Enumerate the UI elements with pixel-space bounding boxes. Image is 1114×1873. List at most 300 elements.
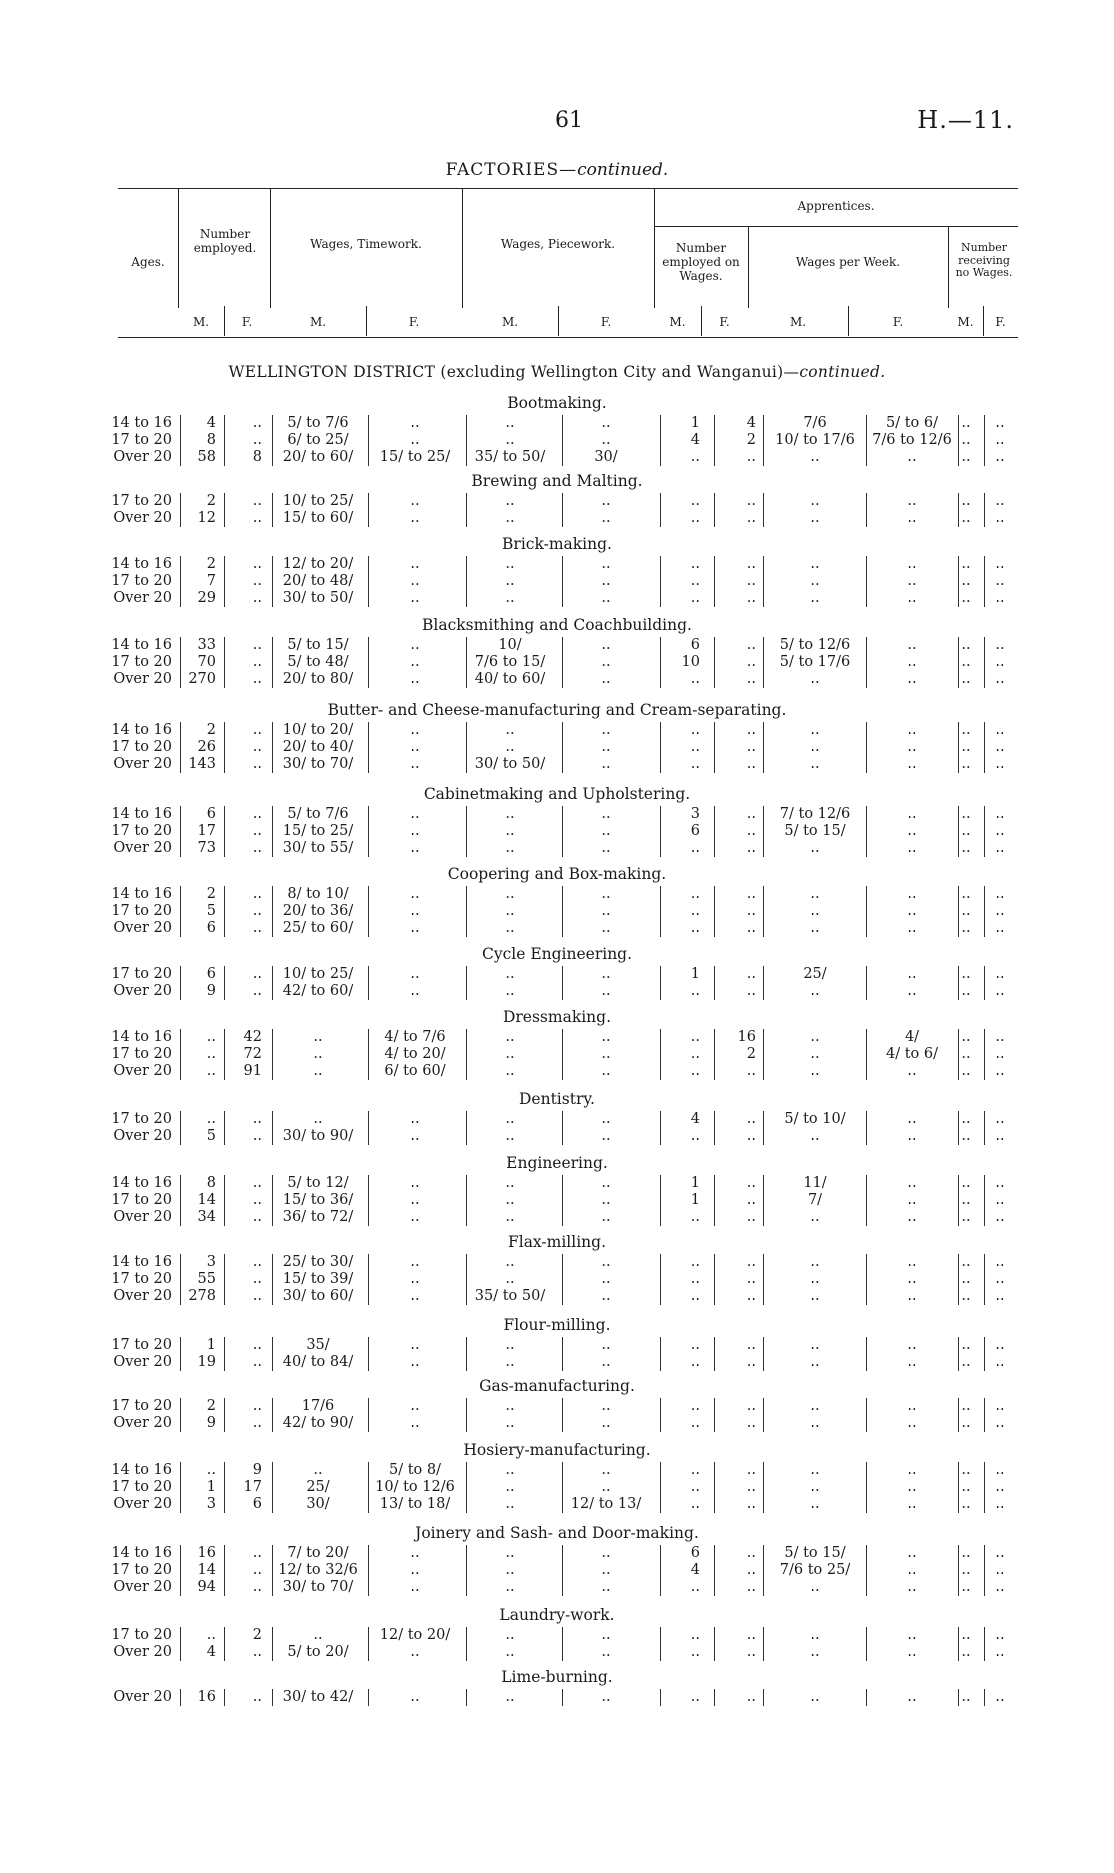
column-rule: [368, 1545, 369, 1562]
table-cell-wpm: ..: [505, 1398, 515, 1414]
column-rule: [958, 556, 959, 573]
table-cell-wtf: ..: [410, 432, 420, 448]
table-cell-nf: ..: [252, 510, 262, 526]
header-wages-timework: Wages, Timework.: [310, 237, 422, 251]
table-cell-nm: 2: [206, 886, 216, 902]
column-rule: [180, 1209, 181, 1226]
column-rule: [224, 1288, 225, 1305]
table-cell-awf: ..: [907, 1496, 917, 1512]
column-rule: [714, 449, 715, 466]
table-cell-nf: ..: [252, 590, 262, 606]
column-rule: [180, 1354, 181, 1371]
table-cell-nm: 17: [197, 823, 216, 839]
table-cell-nf: 91: [243, 1063, 262, 1079]
table-cell-am: ..: [690, 1254, 700, 1270]
table-cell-wtf: ..: [410, 415, 420, 431]
column-rule: [958, 1271, 959, 1288]
table-cell-nm: 4: [206, 415, 216, 431]
column-rule: [224, 1562, 225, 1579]
table-cell-awm: 7/6 to 25/: [779, 1562, 851, 1578]
page-number: 61: [555, 108, 583, 133]
column-rule: [763, 983, 764, 1000]
column-rule: [714, 1046, 715, 1063]
table-cell-wtm: 30/ to 55/: [282, 840, 354, 856]
column-rule: [562, 983, 563, 1000]
column-rule: [763, 1128, 764, 1145]
table-cell-nm: 2: [206, 493, 216, 509]
table-cell-nm: ..: [206, 1627, 216, 1643]
column-rule: [368, 671, 369, 688]
table-cell-awf: ..: [907, 1288, 917, 1304]
column-rule: [660, 823, 661, 840]
table-cell-awf: ..: [907, 1175, 917, 1191]
column-rule: [866, 1496, 867, 1513]
table-cell-nwm: ..: [961, 556, 971, 572]
table-cell-af: ..: [746, 1254, 756, 1270]
column-rule: [866, 637, 867, 654]
column-rule: [562, 722, 563, 739]
table-cell-nwf: ..: [995, 637, 1005, 653]
column-rule: [866, 556, 867, 573]
column-rule: [466, 1579, 467, 1596]
table-cell-af: ..: [746, 823, 756, 839]
table-cell-awf: 7/6 to 12/6: [872, 432, 952, 448]
table-cell-wpm: ..: [505, 722, 515, 738]
table-cell-wpf: ..: [601, 1562, 611, 1578]
table-row: [0, 1644, 1114, 1661]
table-cell-wtm: 30/ to 90/: [282, 1128, 354, 1144]
column-rule: [562, 1046, 563, 1063]
table-cell-wpf: ..: [601, 1479, 611, 1495]
table-cell-wtm: 8/ to 10/: [287, 886, 349, 902]
column-rule: [562, 1644, 563, 1661]
table-cell-af: ..: [746, 806, 756, 822]
table-cell-wpf: ..: [601, 823, 611, 839]
column-rule: [958, 1562, 959, 1579]
table-cell-awm: ..: [810, 1479, 820, 1495]
table-cell-wpf: 30/: [594, 449, 618, 465]
table-cell-awm: ..: [810, 1415, 820, 1431]
table-cell-nf: ..: [252, 966, 262, 982]
column-rule: [763, 1029, 764, 1046]
table-cell-af: ..: [746, 573, 756, 589]
table-cell-nf: ..: [252, 637, 262, 653]
table-cell-nf: ..: [252, 983, 262, 999]
table-cell-nm: 55: [197, 1271, 216, 1287]
table-cell-awf: ..: [907, 1192, 917, 1208]
column-rule: [562, 671, 563, 688]
table-cell-nm: 143: [188, 756, 216, 772]
table-cell-nm: 3: [206, 1496, 216, 1512]
column-rule: [180, 637, 181, 654]
column-rule: [958, 510, 959, 527]
column-rule: [466, 1354, 467, 1371]
column-rule: [180, 1046, 181, 1063]
column-rule: [368, 1479, 369, 1496]
table-cell-wtm: 12/ to 32/6: [278, 1562, 358, 1578]
column-rule: [958, 756, 959, 773]
table-cell-af: ..: [746, 671, 756, 687]
table-cell-am: 6: [690, 1545, 700, 1561]
table-cell-wtf: ..: [410, 1175, 420, 1191]
column-rule: [660, 1192, 661, 1209]
column-rule: [984, 1479, 985, 1496]
column-rule: [660, 840, 661, 857]
table-cell-wtf: ..: [410, 756, 420, 772]
column-rule: [224, 1644, 225, 1661]
column-rule: [466, 415, 467, 432]
table-cell-nwm: ..: [961, 1415, 971, 1431]
table-cell-awm: ..: [810, 1398, 820, 1414]
column-rule: [763, 1063, 764, 1080]
table-cell-awm: ..: [810, 756, 820, 772]
column-rule: [958, 1545, 959, 1562]
table-cell-wtm: 40/ to 84/: [282, 1354, 354, 1370]
table-cell-wtm: 25/ to 60/: [282, 920, 354, 936]
column-rule: [866, 432, 867, 449]
column-rule: [368, 1627, 369, 1644]
column-rule: [763, 432, 764, 449]
table-cell-wpf: ..: [601, 573, 611, 589]
column-rule: [958, 1288, 959, 1305]
table-cell-awf: ..: [907, 573, 917, 589]
table-cell-wtf: ..: [410, 671, 420, 687]
column-rule: [984, 840, 985, 857]
table-cell-af: 16: [737, 1029, 756, 1045]
table-cell-age: Over 20: [113, 1689, 172, 1705]
table-cell-awf: ..: [907, 920, 917, 936]
column-rule: [466, 1046, 467, 1063]
table-cell-am: ..: [690, 983, 700, 999]
table-row: [0, 806, 1114, 823]
table-cell-age: Over 20: [113, 449, 172, 465]
column-rule: [866, 806, 867, 823]
column-rule: [466, 493, 467, 510]
column-rule: [958, 1644, 959, 1661]
table-cell-nwf: ..: [995, 556, 1005, 572]
column-rule: [984, 1192, 985, 1209]
table-row: [0, 840, 1114, 857]
column-rule: [272, 903, 273, 920]
column-rule: [984, 1398, 985, 1415]
table-cell-wpm: 35/ to 50/: [474, 449, 546, 465]
column-rule: [272, 1579, 273, 1596]
table-cell-wtf: ..: [410, 637, 420, 653]
table-cell-wpm: 7/6 to 15/: [474, 654, 546, 670]
table-cell-wpm: ..: [505, 966, 515, 982]
table-cell-wtm: 10/ to 25/: [282, 966, 354, 982]
table-cell-nm: 70: [197, 654, 216, 670]
column-rule: [763, 903, 764, 920]
table-cell-age: 14 to 16: [111, 556, 172, 572]
column-rule: [466, 449, 467, 466]
table-cell-nwm: ..: [961, 415, 971, 431]
district-heading: [0, 363, 1114, 381]
table-cell-nwf: ..: [995, 1288, 1005, 1304]
column-rule: [984, 1046, 985, 1063]
table-cell-am: 4: [690, 1111, 700, 1127]
column-rule: [958, 1689, 959, 1706]
table-row: [0, 1562, 1114, 1579]
column-rule: [866, 415, 867, 432]
column-rule: [466, 556, 467, 573]
column-rule: [466, 1254, 467, 1271]
table-cell-am: ..: [690, 756, 700, 772]
table-cell-wpf: ..: [601, 1288, 611, 1304]
table-cell-awf: ..: [907, 590, 917, 606]
column-rule: [466, 1337, 467, 1354]
table-cell-age: Over 20: [113, 510, 172, 526]
table-cell-nwf: ..: [995, 493, 1005, 509]
table-cell-wtm: ..: [313, 1462, 323, 1478]
column-rule: [466, 510, 467, 527]
table-cell-wpf: ..: [601, 637, 611, 653]
section-title: Laundry-work.: [499, 1606, 615, 1624]
column-rule: [180, 573, 181, 590]
column-rule: [224, 1029, 225, 1046]
table-cell-wpf: ..: [601, 1063, 611, 1079]
column-rule: [180, 1254, 181, 1271]
table-cell-wtm: 30/: [306, 1496, 330, 1512]
column-rule: [224, 1111, 225, 1128]
column-rule: [224, 722, 225, 739]
table-cell-wtm: 20/ to 48/: [282, 573, 354, 589]
table-cell-am: ..: [690, 573, 700, 589]
column-rule: [984, 920, 985, 937]
table-cell-nm: 4: [206, 1644, 216, 1660]
column-rule: [984, 903, 985, 920]
table-cell-awf: ..: [907, 1271, 917, 1287]
column-rule: [272, 966, 273, 983]
column-rule: [180, 1192, 181, 1209]
table-cell-awf: ..: [907, 556, 917, 572]
header-app-number-employed: Number employed on Wages.: [662, 241, 740, 283]
column-rule: [866, 1192, 867, 1209]
table-cell-nm: 5: [206, 903, 216, 919]
table-cell-awm: ..: [810, 671, 820, 687]
column-rule: [368, 1337, 369, 1354]
table-cell-nf: ..: [252, 756, 262, 772]
column-rule: [958, 590, 959, 607]
table-cell-wpf: ..: [601, 415, 611, 431]
table-cell-nwf: ..: [995, 1175, 1005, 1191]
column-rule: [368, 920, 369, 937]
column-rule: [660, 1029, 661, 1046]
table-cell-nwf: ..: [995, 415, 1005, 431]
column-rule: [660, 756, 661, 773]
column-rule: [562, 823, 563, 840]
column-rule: [660, 449, 661, 466]
section-title: Blacksmithing and Coachbuilding.: [422, 616, 692, 634]
table-row: [0, 1063, 1114, 1080]
table-cell-age: 14 to 16: [111, 886, 172, 902]
table-cell-wtm: 30/ to 70/: [282, 756, 354, 772]
column-rule: [224, 1545, 225, 1562]
table-cell-nm: 14: [197, 1192, 216, 1208]
column-rule: [714, 1415, 715, 1432]
table-cell-wtm: 25/ to 30/: [282, 1254, 354, 1270]
column-rule: [763, 510, 764, 527]
column-rule: [272, 1337, 273, 1354]
column-rule: [866, 756, 867, 773]
column-rule: [180, 590, 181, 607]
table-cell-wpf: ..: [601, 1354, 611, 1370]
column-rule: [866, 1209, 867, 1226]
table-cell-age: Over 20: [113, 920, 172, 936]
table-cell-af: ..: [746, 1209, 756, 1225]
column-rule: [984, 806, 985, 823]
column-rule: [660, 590, 661, 607]
table-cell-wpf: ..: [601, 1209, 611, 1225]
table-cell-nm: 9: [206, 983, 216, 999]
table-cell-nf: 8: [252, 449, 262, 465]
column-rule: [272, 637, 273, 654]
table-cell-nm: 94: [197, 1579, 216, 1595]
column-rule: [866, 510, 867, 527]
column-rule: [984, 1128, 985, 1145]
table-cell-nm: 1: [206, 1479, 216, 1495]
column-rule: [958, 1029, 959, 1046]
column-rule: [660, 671, 661, 688]
column-rule: [984, 886, 985, 903]
table-cell-awf: ..: [907, 756, 917, 772]
section-title: Brewing and Malting.: [471, 472, 643, 490]
table-cell-nwm: ..: [961, 510, 971, 526]
column-rule: [660, 1462, 661, 1479]
table-cell-nm: 29: [197, 590, 216, 606]
section-title: Lime-burning.: [501, 1668, 613, 1686]
column-rule: [958, 1462, 959, 1479]
column-rule: [866, 1271, 867, 1288]
column-rule: [984, 510, 985, 527]
table-cell-nm: 5: [206, 1128, 216, 1144]
column-rule: [562, 1462, 563, 1479]
table-cell-nwm: ..: [961, 1398, 971, 1414]
column-rule: [466, 1479, 467, 1496]
table-cell-af: ..: [746, 556, 756, 572]
table-cell-am: 1: [690, 966, 700, 982]
table-cell-age: 14 to 16: [111, 1462, 172, 1478]
table-cell-age: 14 to 16: [111, 1175, 172, 1191]
table-cell-nm: 1: [206, 1337, 216, 1353]
section-title: Coopering and Box-making.: [447, 865, 667, 883]
section-title: Cabinetmaking and Upholstering.: [423, 785, 691, 803]
column-rule: [866, 1354, 867, 1371]
table-cell-wtf: ..: [410, 1354, 420, 1370]
column-rule: [466, 806, 467, 823]
table-cell-nm: ..: [206, 1063, 216, 1079]
column-rule: [958, 1579, 959, 1596]
heading-main: FACTORIES—: [445, 160, 578, 180]
column-rule: [984, 1288, 985, 1305]
column-rule: [714, 654, 715, 671]
table-cell-awm: 7/ to 12/6: [779, 806, 851, 822]
table-cell-af: ..: [746, 966, 756, 982]
table-cell-nwf: ..: [995, 1415, 1005, 1431]
column-rule: [368, 1271, 369, 1288]
table-cell-nf: ..: [252, 654, 262, 670]
table-cell-wtf: ..: [410, 806, 420, 822]
column-rule: [660, 1689, 661, 1706]
table-cell-am: ..: [690, 1029, 700, 1045]
column-rule: [660, 1271, 661, 1288]
table-cell-wtm: 30/ to 42/: [282, 1689, 354, 1705]
table-cell-nwm: ..: [961, 1545, 971, 1561]
table-cell-wpf: ..: [601, 1271, 611, 1287]
table-cell-awm: ..: [810, 1254, 820, 1270]
column-rule: [224, 903, 225, 920]
column-rule: [368, 1063, 369, 1080]
column-rule: [714, 1254, 715, 1271]
table-cell-wtf: ..: [410, 903, 420, 919]
column-rule: [272, 449, 273, 466]
table-cell-nf: ..: [252, 722, 262, 738]
table-cell-awf: ..: [907, 1209, 917, 1225]
column-rule: [562, 840, 563, 857]
header-f: F.: [408, 315, 420, 329]
table-cell-nwm: ..: [961, 1046, 971, 1062]
column-rule: [562, 493, 563, 510]
column-rule: [763, 806, 764, 823]
table-cell-awf: ..: [907, 806, 917, 822]
table-cell-nm: 16: [197, 1689, 216, 1705]
table-cell-awf: ..: [907, 1579, 917, 1595]
column-rule: [562, 903, 563, 920]
table-cell-nwf: ..: [995, 510, 1005, 526]
table-cell-wtf: ..: [410, 823, 420, 839]
column-rule: [763, 739, 764, 756]
column-rule: [984, 1354, 985, 1371]
table-cell-wpm: ..: [505, 1496, 515, 1512]
column-rule: [660, 1644, 661, 1661]
table-cell-nwm: ..: [961, 1496, 971, 1512]
header-m: M.: [309, 315, 327, 329]
column-rule: [368, 840, 369, 857]
column-rule: [958, 1627, 959, 1644]
column-rule: [224, 920, 225, 937]
column-rule: [714, 1644, 715, 1661]
column-rule: [224, 1689, 225, 1706]
table-row: [0, 1337, 1114, 1354]
column-rule: [272, 1562, 273, 1579]
table-cell-nm: 3: [206, 1254, 216, 1270]
table-cell-nf: ..: [252, 1545, 262, 1561]
column-rule: [224, 756, 225, 773]
column-rule: [714, 432, 715, 449]
table-cell-wpm: ..: [505, 432, 515, 448]
table-cell-nwf: ..: [995, 1192, 1005, 1208]
table-cell-am: 1: [690, 1192, 700, 1208]
column-rule: [180, 1462, 181, 1479]
table-cell-nwf: ..: [995, 840, 1005, 856]
table-cell-am: ..: [690, 1046, 700, 1062]
table-cell-wtf: ..: [410, 1111, 420, 1127]
table-cell-nm: 6: [206, 966, 216, 982]
table-row: [0, 432, 1114, 449]
column-rule: [714, 840, 715, 857]
column-rule: [180, 1545, 181, 1562]
table-row: [0, 1288, 1114, 1305]
table-cell-wtf: ..: [410, 840, 420, 856]
column-rule: [180, 432, 181, 449]
column-rule: [272, 493, 273, 510]
column-rule: [224, 1271, 225, 1288]
table-cell-wtm: 5/ to 7/6: [287, 415, 349, 431]
column-rule: [866, 449, 867, 466]
table-cell-awf: ..: [907, 1128, 917, 1144]
column-rule: [660, 1337, 661, 1354]
table-cell-awf: ..: [907, 1562, 917, 1578]
